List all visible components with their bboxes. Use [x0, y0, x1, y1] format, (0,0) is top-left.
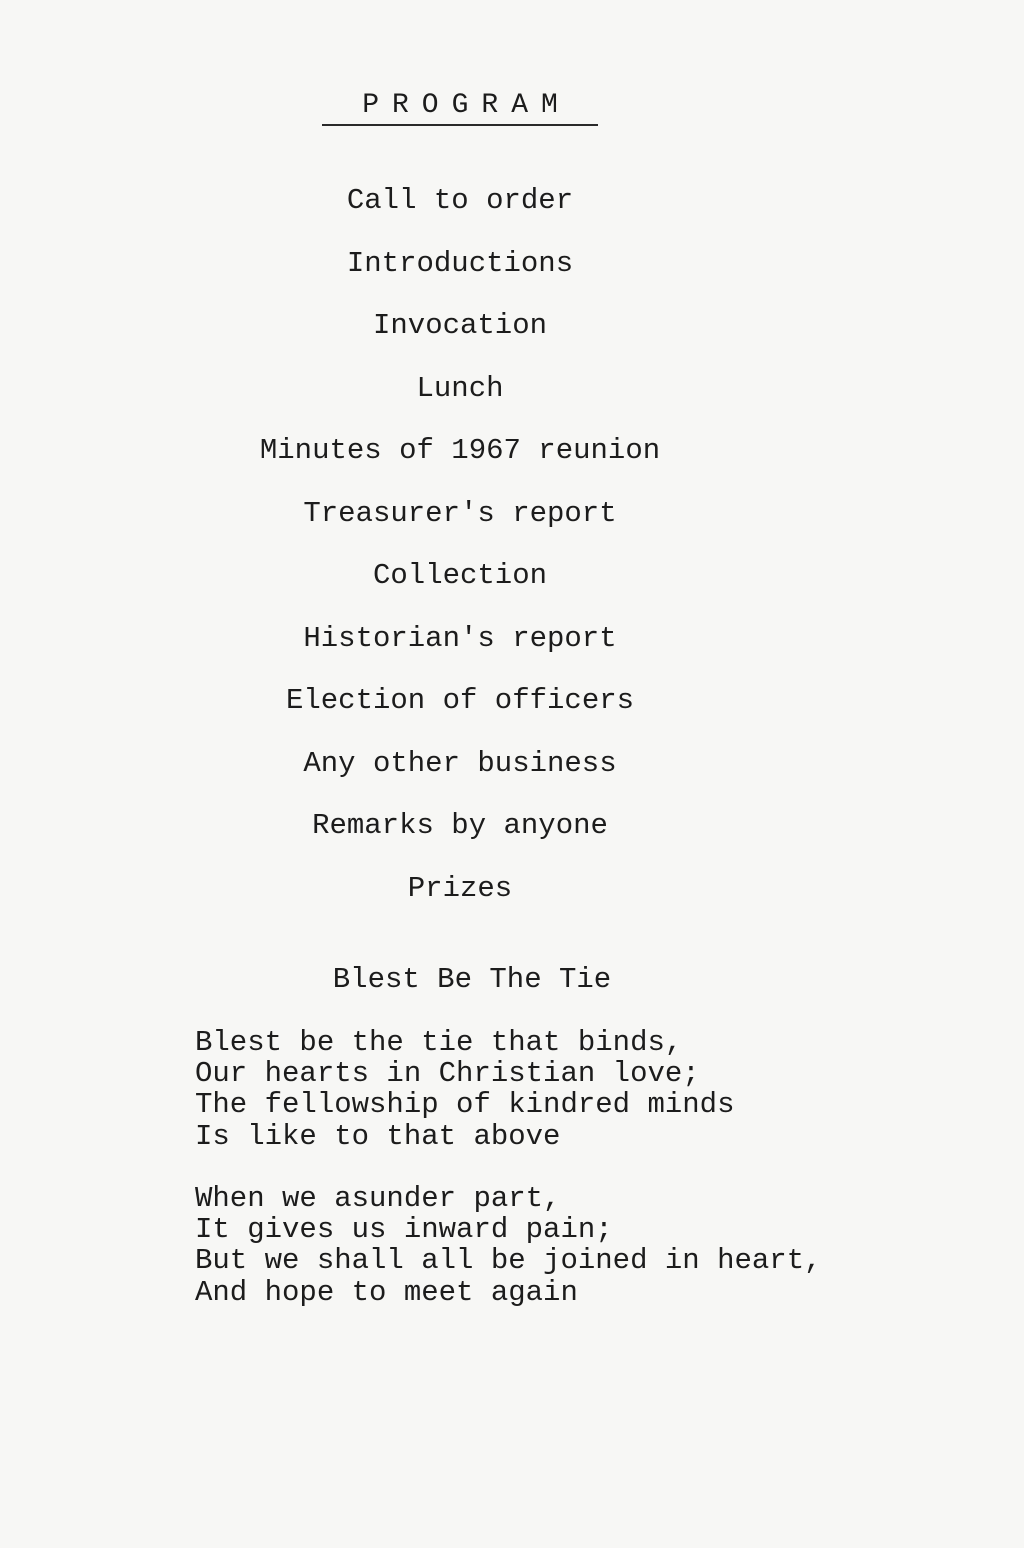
program-item-call-to-order: Call to order: [346, 184, 574, 217]
program-item-other-business: Any other business: [303, 746, 617, 780]
verse-line: But we shall all be joined in heart,: [195, 1244, 822, 1278]
page-title: PROGRAM: [362, 90, 571, 121]
title-underline: [322, 124, 598, 126]
program-list: [0, 178, 920, 928]
program-item-collection: Collection: [372, 559, 548, 592]
verse-line: Blest be the tie that binds,: [195, 1026, 683, 1059]
program-item-prizes: Prizes: [407, 871, 513, 905]
program-item-remarks: Remarks by anyone: [312, 809, 608, 842]
verse-line: It gives us inward pain;: [195, 1213, 613, 1247]
verse-line: Is like to that above: [195, 1119, 561, 1153]
hymn-stanza: [195, 1183, 935, 1308]
verse-line: And hope to meet again: [195, 1275, 578, 1309]
program-item-lunch: Lunch: [416, 371, 504, 405]
program-item-introductions: Introductions: [346, 246, 574, 280]
verse-line: The fellowship of kindred minds: [195, 1088, 735, 1122]
hymn-stanza: [195, 1027, 935, 1152]
program-item-invocation: Invocation: [372, 309, 548, 342]
verse-line: When we asunder part,: [195, 1182, 561, 1215]
verse-line: Our hearts in Christian love;: [195, 1057, 700, 1091]
program-item-minutes: Minutes of 1967 reunion: [259, 434, 661, 467]
program-item-treasurers-report: Treasurer's report: [303, 496, 617, 530]
program-item-historians-report: Historian's report: [303, 621, 617, 655]
hymn-title: Blest Be The Tie: [332, 963, 612, 996]
program-item-election-of-officers: Election of officers: [285, 684, 635, 717]
